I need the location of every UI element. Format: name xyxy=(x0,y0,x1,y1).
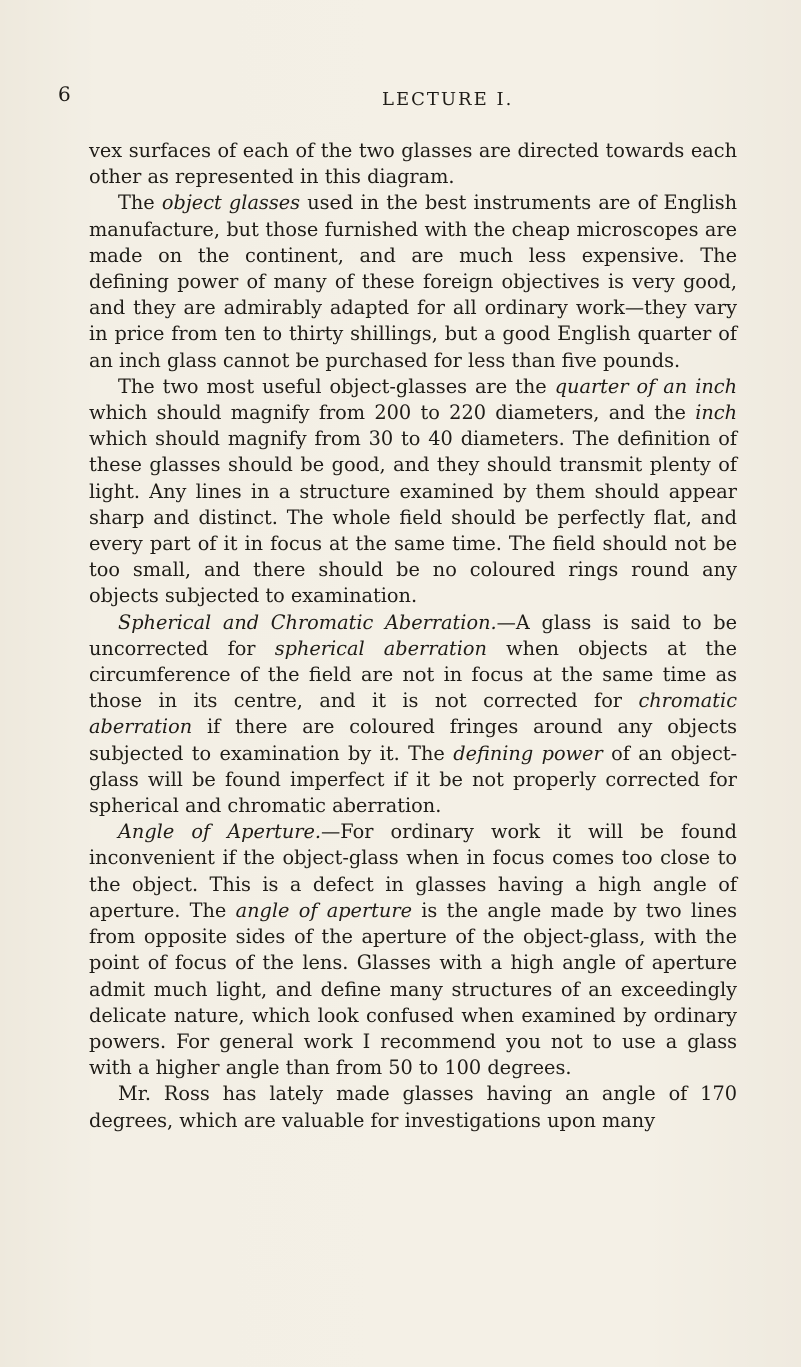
text-segment: Mr. Ross has lately made glasses having an angle of 170 degrees, which are valuable for investigations upon many xyxy=(89,1082,737,1132)
text-segment: which should magnify from 30 to 40 diameters. The definition of these glasses should be good, and they should transmit plenty of light. Any lines in a structure examined by them should appear sharp and distinct. The whole field should be perfectly flat, and every part of it in focus at the same time. The field should not be too small, and there should be no coloured rings round any objects subjected to examination. xyxy=(89,427,737,608)
text-segment: The two most useful object-glasses are the xyxy=(118,374,555,398)
italic-term: spherical aberration xyxy=(274,636,487,660)
paragraph-useful-object-glasses xyxy=(89,374,737,610)
italic-term: angle of aperture xyxy=(235,898,412,922)
italic-term: defining power xyxy=(453,741,603,765)
text-segment: if there are coloured fringes around any objects subjected to examination by it. The xyxy=(89,715,737,765)
body-text xyxy=(89,138,737,1134)
text-segment: The xyxy=(118,191,162,215)
text-segment: is the angle made by two lines from opposite sides of the aperture of the object-glass, with the point of focus of the lens. Glasses with a high angle of aperture admit much light, and define many structures of an exceedingly delicate nature, which look confused when examined by ordinary powers. For general work I recommend you not to use a glass with a higher angle than from 50 to 100 degrees. xyxy=(89,898,737,1080)
italic-term: quarter of an inch xyxy=(554,374,737,398)
text-segment: vex surfaces of each of the two glasses are directed towards each other as represented in this diagram. xyxy=(89,139,737,189)
italic-term: chromatic aberration xyxy=(89,689,737,739)
paragraph-continuation xyxy=(89,138,737,190)
paragraph-aberration xyxy=(89,610,737,820)
text-segment: which should magnify from 200 to 220 diameters, and the xyxy=(89,401,696,425)
italic-term: inch xyxy=(695,401,737,425)
paragraph-angle-of-aperture xyxy=(89,819,737,1081)
paragraph-ross-glasses xyxy=(89,1081,737,1133)
text-segment: of an object-glass will be found imperfect if it be not properly corrected for spherical and chromatic aberration. xyxy=(89,741,738,818)
section-heading: Angle of Aperture. xyxy=(118,820,322,844)
text-segment: —A glass is said to be uncorrected for xyxy=(89,610,737,660)
text-segment: used in the best instruments are of English manufacture, but those furnished with the cheap microscopes are made on the continent, and are much less expensive. The defining power of many of these foreign objectives is very good, and they are admirably adapted for all ordinary work—they vary in price from ten to thirty shillings, but a good English quarter of an inch glass cannot be purchased for less than five pounds. xyxy=(89,191,738,372)
italic-term: object glasses xyxy=(161,191,301,215)
text-segment: —For ordinary work it will be found inconvenient if the object-glass when in focus comes too close to the object. This is a defect in glasses having a high angle of aperture. The xyxy=(89,820,737,922)
page-number: 6 xyxy=(58,82,71,106)
paragraph-object-glasses xyxy=(89,190,737,373)
text-segment: when objects at the circumference of the field are not in focus at the same time as those in its centre, and it is not corrected for xyxy=(89,636,738,713)
section-heading: Spherical and Chromatic Aberration. xyxy=(118,610,497,634)
running-head: LECTURE I. xyxy=(382,89,514,110)
